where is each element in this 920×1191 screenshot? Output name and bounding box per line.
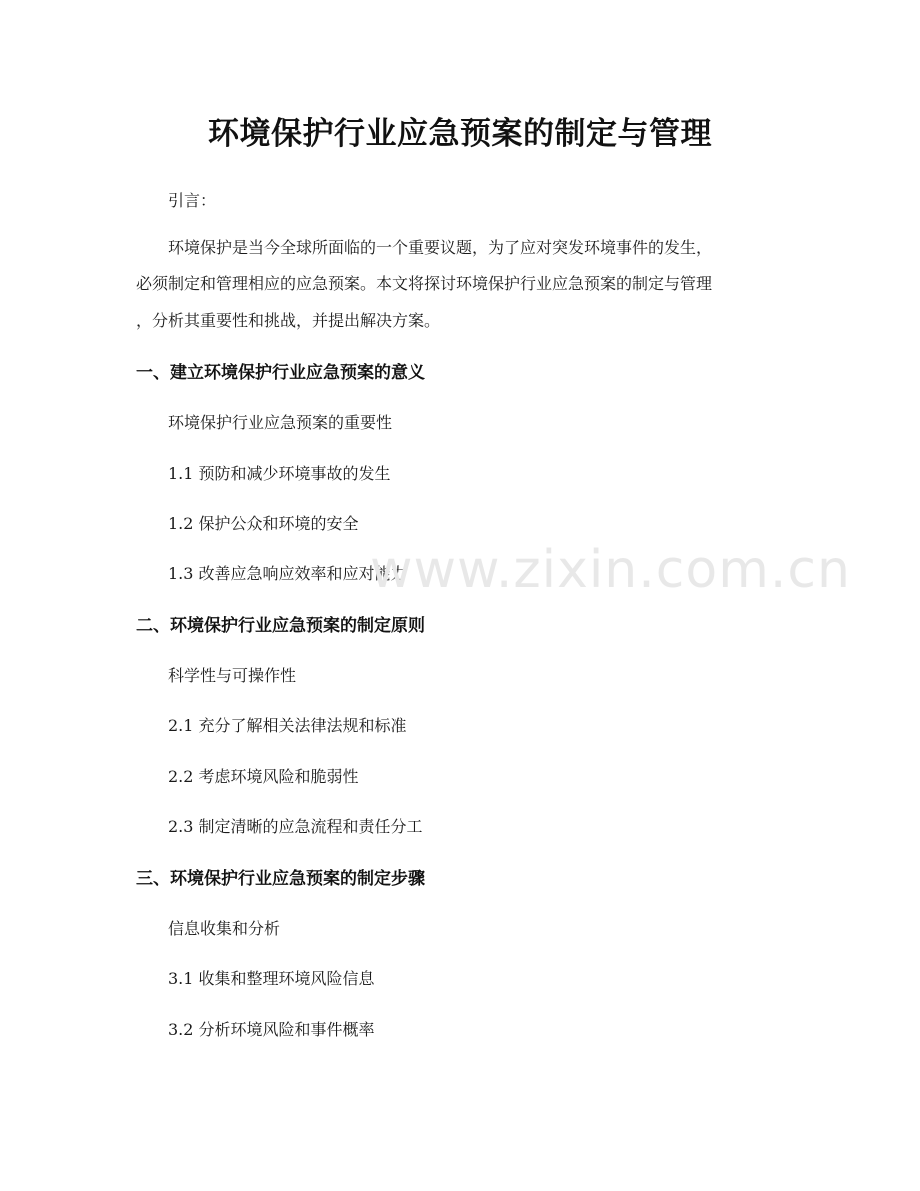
- intro-label: 引言：: [168, 191, 217, 210]
- section-1-subtitle: 环境保护行业应急预案的重要性: [168, 413, 393, 432]
- section-2-item-2: 2.2 考虑环境风险和脆弱性: [168, 767, 359, 786]
- section-1-heading: 一、建立环境保护行业应急预案的意义: [136, 363, 425, 383]
- section-2-item-3: 2.3 制定清晰的应急流程和责任分工: [168, 817, 423, 836]
- section-1-item-1: 1.1 预防和减少环境事故的发生: [168, 464, 391, 483]
- section-3-item-1: 3.1 收集和整理环境风险信息: [168, 969, 375, 988]
- section-3-item-2: 3.2 分析环境风险和事件概率: [168, 1020, 375, 1039]
- intro-line-2: 必须制定和管理相应的应急预案。本文将探讨环境保护行业应急预案的制定与管理: [136, 274, 713, 293]
- section-3-heading: 三、环境保护行业应急预案的制定步骤: [136, 869, 425, 889]
- section-2-heading: 二、环境保护行业应急预案的制定原则: [136, 616, 425, 636]
- section-1-item-3: 1.3 改善应急响应效率和应对能力: [168, 564, 407, 583]
- section-2-subtitle: 科学性与可操作性: [168, 666, 297, 685]
- watermark: www.zixin.com.cn: [370, 540, 851, 600]
- section-2-item-1: 2.1 充分了解相关法律法规和标准: [168, 716, 407, 735]
- document-title: 环境保护行业应急预案的制定与管理: [208, 116, 712, 152]
- intro-line-3: ，分析其重要性和挑战，并提出解决方案。: [136, 311, 441, 330]
- section-1-item-2: 1.2 保护公众和环境的安全: [168, 514, 359, 533]
- section-3-subtitle: 信息收集和分析: [168, 919, 281, 938]
- intro-line-1: 环境保护是当今全球所面临的一个重要议题，为了应对突发环境事件的发生，: [168, 238, 713, 257]
